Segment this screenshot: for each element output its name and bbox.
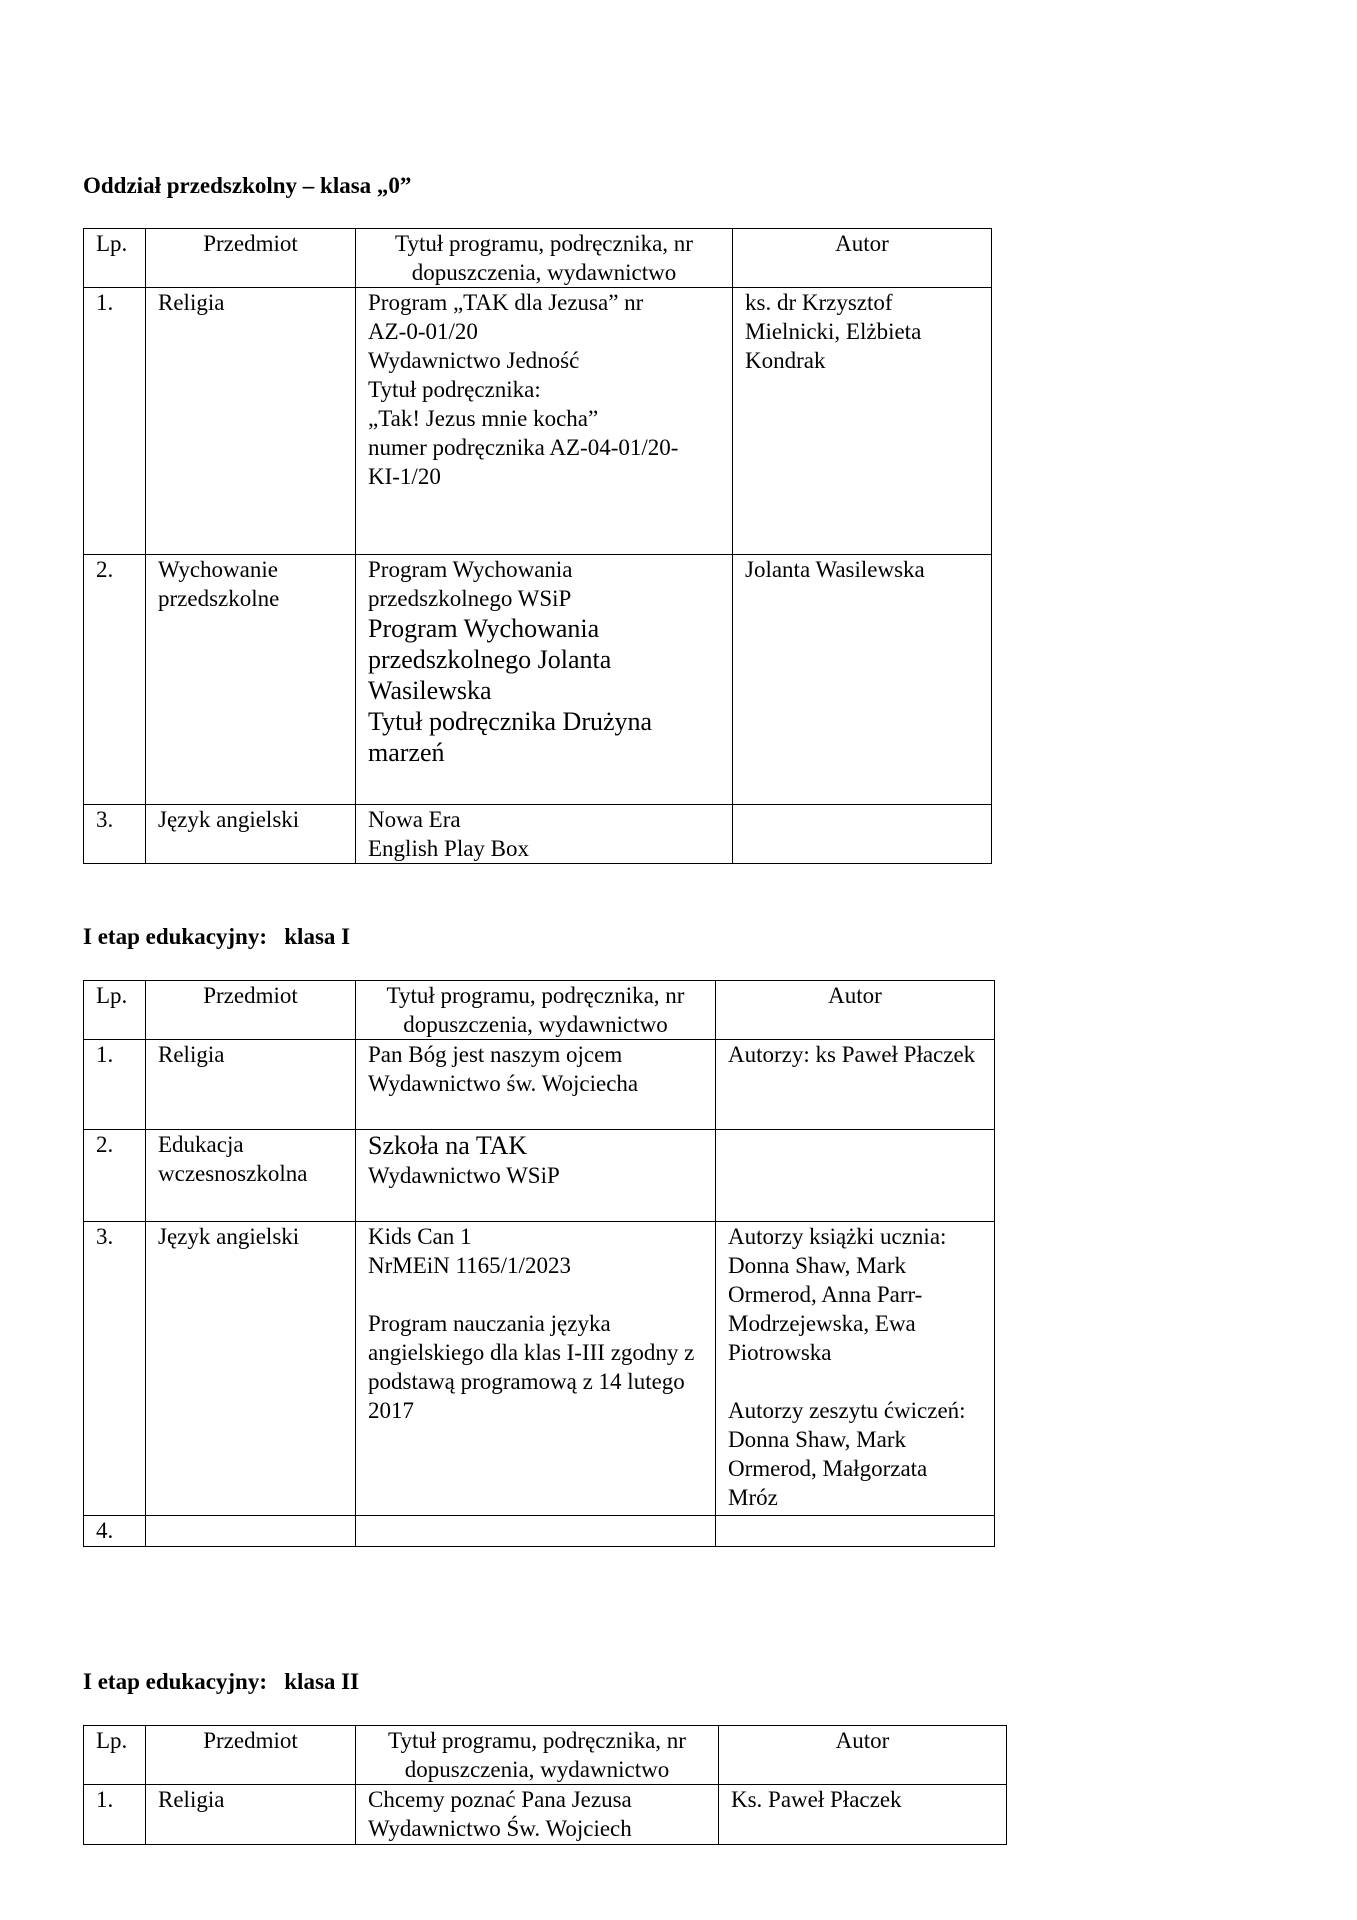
table-row — [84, 1785, 1007, 1845]
cell-title: Pan Bóg jest naszym ojcem Wydawnictwo św. Wojciecha — [356, 1040, 716, 1130]
header-subject: Przedmiot — [146, 981, 356, 1040]
cell-lp: 1. — [84, 288, 146, 555]
cell-lp: 2. — [84, 555, 146, 805]
cell-subject: Religia — [146, 288, 356, 555]
header-lp: Lp. — [84, 229, 146, 288]
cell-author: Jolanta Wasilewska — [733, 555, 992, 805]
cell-title — [356, 1516, 716, 1547]
cell-lp: 3. — [84, 1222, 146, 1516]
cell-title: Program „TAK dla Jezusa” nr AZ-0-01/20 Wydawnictwo Jedność Tytuł podręcznika: „Tak! Jezus mnie kocha” numer podręcznika AZ-04-01/20- KI-1/20 — [356, 288, 733, 555]
cell-subject: Wychowanie przedszkolne — [146, 555, 356, 805]
cell-title-part-a: Szkoła na TAK — [368, 1131, 528, 1160]
header-title: Tytuł programu, podręcznika, nr dopuszczenia, wydawnictwo — [356, 1726, 719, 1785]
cell-lp: 1. — [84, 1785, 146, 1845]
header-subject: Przedmiot — [146, 229, 356, 288]
table-klasa-ii — [83, 1725, 1007, 1845]
cell-title-part-b: Wydawnictwo WSiP — [368, 1163, 560, 1188]
header-title: Tytuł programu, podręcznika, nr dopuszczenia, wydawnictwo — [356, 229, 733, 288]
cell-author: ks. dr Krzysztof Mielnicki, Elżbieta Kondrak — [733, 288, 992, 555]
cell-subject — [146, 1516, 356, 1547]
section-heading-klasa-ii: I etap edukacyjny: klasa II — [83, 1669, 360, 1694]
header-author: Autor — [716, 981, 995, 1040]
cell-title: Nowa Era English Play Box — [356, 805, 733, 864]
section-heading-klasa-0: Oddział przedszkolny – klasa „0” — [83, 173, 412, 198]
table-row — [84, 1222, 995, 1516]
table-row — [84, 1040, 995, 1130]
cell-title: Chcemy poznać Pana Jezusa Wydawnictwo Św. Wojciech — [356, 1785, 719, 1845]
cell-title — [356, 1130, 716, 1222]
cell-author: Ks. Paweł Płaczek — [719, 1785, 1007, 1845]
cell-author: Autorzy książki ucznia: Donna Shaw, Mark Ormerod, Anna Parr-Modrzejewska, Ewa Piotrowska Autorzy zeszytu ćwiczeń: Donna Shaw, Mark Ormerod, Małgorzata Mróz — [716, 1222, 995, 1516]
table-klasa-i — [83, 980, 995, 1547]
cell-title — [356, 555, 733, 805]
table-row — [84, 805, 992, 864]
table-header-row — [84, 981, 995, 1040]
table-row — [84, 1516, 995, 1547]
table-header-row — [84, 229, 992, 288]
cell-subject: Język angielski — [146, 805, 356, 864]
table-row — [84, 555, 992, 805]
cell-subject: Edukacja wczesnoszkolna — [146, 1130, 356, 1222]
header-author: Autor — [733, 229, 992, 288]
table-header-row — [84, 1726, 1007, 1785]
header-author: Autor — [719, 1726, 1007, 1785]
header-subject: Przedmiot — [146, 1726, 356, 1785]
header-title: Tytuł programu, podręcznika, nr dopuszczenia, wydawnictwo — [356, 981, 716, 1040]
cell-subject: Język angielski — [146, 1222, 356, 1516]
cell-lp: 1. — [84, 1040, 146, 1130]
cell-subject: Religia — [146, 1785, 356, 1845]
cell-lp: 2. — [84, 1130, 146, 1222]
cell-lp: 3. — [84, 805, 146, 864]
table-row — [84, 288, 992, 555]
cell-author: Autorzy: ks Paweł Płaczek — [716, 1040, 995, 1130]
cell-author — [716, 1130, 995, 1222]
cell-author — [716, 1516, 995, 1547]
cell-title-part-a: Program Wychowania przedszkolnego WSiP — [368, 557, 573, 611]
table-klasa-0 — [83, 228, 992, 864]
section-heading-klasa-i: I etap edukacyjny: klasa I — [83, 924, 351, 949]
cell-author — [733, 805, 992, 864]
cell-lp: 4. — [84, 1516, 146, 1547]
header-lp: Lp. — [84, 1726, 146, 1785]
table-row — [84, 1130, 995, 1222]
cell-subject: Religia — [146, 1040, 356, 1130]
cell-title-part-b: Program Wychowania przedszkolnego Jolanta Wasilewska Tytuł podręcznika Drużyna marzeń — [368, 614, 653, 767]
cell-title: Kids Can 1 NrMEiN 1165/1/2023 Program nauczania języka angielskiego dla klas I-III zgodny z podstawą programową z 14 lutego 2017 — [356, 1222, 716, 1516]
header-lp: Lp. — [84, 981, 146, 1040]
